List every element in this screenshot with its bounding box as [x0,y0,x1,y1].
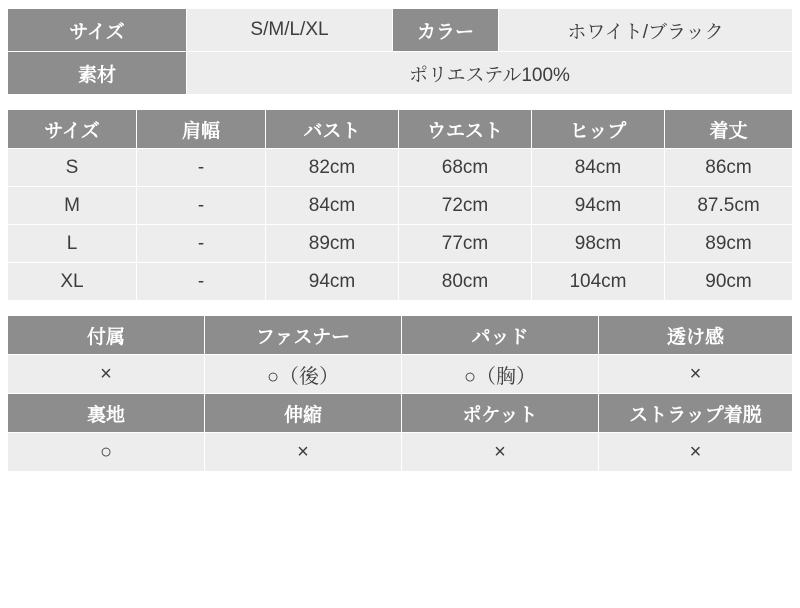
cell-bust-xl: 94cm [266,263,399,301]
feature-value-lining: ○ [8,433,205,472]
cell-shoulder-s: - [137,149,266,187]
column-header-bust: バスト [266,110,399,149]
spec-sheet-page [0,8,800,608]
cell-bust-m: 84cm [266,187,399,225]
feature-value-stretch: × [205,433,402,472]
table-row [8,9,793,52]
cell-size-m: M [8,187,137,225]
table-row [8,149,793,187]
cell-shoulder-l: - [137,225,266,263]
cell-size-xl: XL [8,263,137,301]
cell-bust-s: 82cm [266,149,399,187]
cell-hip-xl: 104cm [532,263,665,301]
feature-value-pad: ○（胸） [402,355,599,394]
cell-waist-s: 68cm [399,149,532,187]
feature-value-accessory: × [8,355,205,394]
cell-size-l: L [8,225,137,263]
table-row [8,225,793,263]
feature-table [7,315,793,472]
divider-spacer-2 [0,301,800,315]
feature-value-sheerness: × [599,355,793,394]
feature-header-accessory: 付属 [8,316,205,355]
cell-hip-s: 84cm [532,149,665,187]
spec-value-size: S/M/L/XL [187,9,393,52]
cell-waist-xl: 80cm [399,263,532,301]
cell-shoulder-m: - [137,187,266,225]
feature-header-stretch: 伸縮 [205,394,402,433]
cell-length-m: 87.5cm [665,187,793,225]
cell-bust-l: 89cm [266,225,399,263]
feature-header-zipper: ファスナー [205,316,402,355]
column-header-size: サイズ [8,110,137,149]
spec-value-material: ポリエステル100% [187,52,793,95]
column-header-shoulder: 肩幅 [137,110,266,149]
column-header-hip: ヒップ [532,110,665,149]
cell-length-l: 89cm [665,225,793,263]
table-row [8,52,793,95]
spec-label-material: 素材 [8,52,187,95]
cell-waist-m: 72cm [399,187,532,225]
column-header-waist: ウエスト [399,110,532,149]
feature-header-pad: パッド [402,316,599,355]
feature-header-lining: 裏地 [8,394,205,433]
table-row [8,355,793,394]
table-row [8,433,793,472]
feature-value-strap-detach: × [599,433,793,472]
cell-length-s: 86cm [665,149,793,187]
divider-spacer-1 [0,95,800,109]
feature-header-pocket: ポケット [402,394,599,433]
cell-size-s: S [8,149,137,187]
table-row [8,187,793,225]
feature-value-pocket: × [402,433,599,472]
measurement-table [7,109,793,301]
spec-label-color: カラー [393,9,499,52]
column-header-length: 着丈 [665,110,793,149]
cell-hip-m: 94cm [532,187,665,225]
cell-hip-l: 98cm [532,225,665,263]
table-row [8,263,793,301]
feature-value-zipper: ○（後） [205,355,402,394]
table-header-row [8,316,793,355]
spec-summary-table [7,8,793,95]
cell-waist-l: 77cm [399,225,532,263]
table-header-row [8,394,793,433]
spec-label-size: サイズ [8,9,187,52]
cell-length-xl: 90cm [665,263,793,301]
spec-value-color: ホワイト/ブラック [499,9,793,52]
feature-header-sheerness: 透け感 [599,316,793,355]
table-header-row [8,110,793,149]
feature-header-strap-detach: ストラップ着脱 [599,394,793,433]
cell-shoulder-xl: - [137,263,266,301]
